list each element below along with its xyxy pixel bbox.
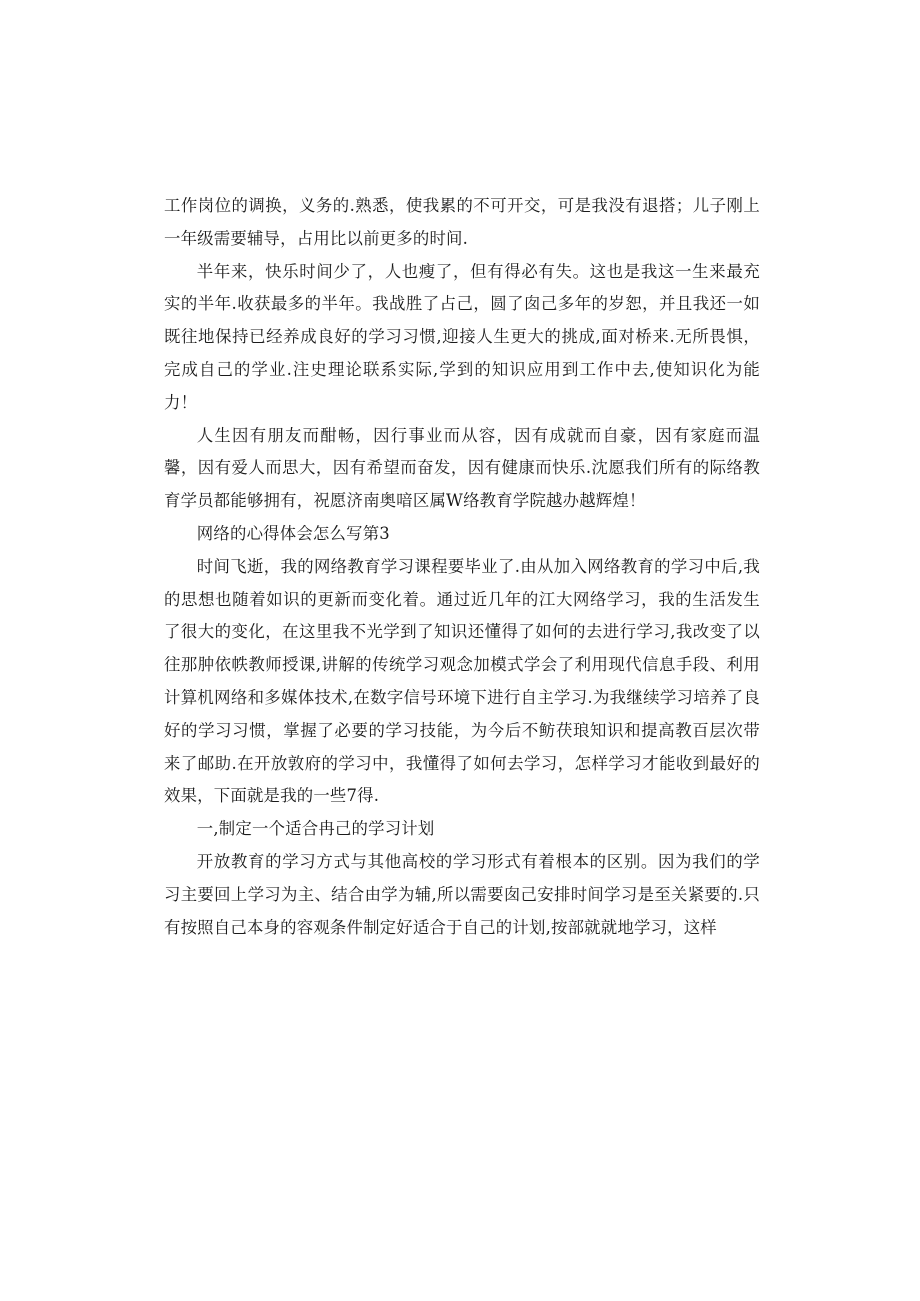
paragraph-1: 工作岗位的调换，义务的.熟悉，使我累的不可开交，可是我没有退搭；儿子刚上一年级需要辅导，占用比以前更多的时间. [164, 196, 760, 248]
section-heading-3: 网络的心得体会怎么写第3 [196, 523, 390, 543]
subheading-study-plan: 一,制定一个适合冉己的学习计划 [196, 819, 435, 839]
paragraph-3: 人生因有朋友而酣畅，因行事业而从容，因有成就而自豪，因有家庭而温馨，因有爱人而思大，因有希望而奋发，因有健康而快乐.沈愿我们所有的际络教育学员都能够拥有，祝愿济南奥喑区属W络教育学院越办越辉煌！ [164, 425, 760, 511]
paragraph-5: 开放教育的学习方式与其他高校的学习形式有着根本的区别。因为我们的学习主要回上学习为主、结合由学为辅,所以需要囱己安排时间学习是至关紧要的.只有按照自己本身的容观条件制定好适合于自己的计划,按部就就地学习，这样 [164, 851, 760, 937]
document-body [164, 190, 760, 944]
paragraph-4: 时间飞逝，我的网络教育学习课程要毕业了.由从加入网络教育的学习中后,我的思想也随着如识的更新而变化着。通过近几年的江大网络学习，我的生活发生了很大的变化，在这里我不光学到了知识还懂得了如何的去进行学习,我改变了以往那肿依帙教师授课,讲解的传统学习观念加模式学会了利用现代信息手段、利用计算机网络和多媒体技术,在数字信号环境下进行自主学习.为我继续学习培养了良好的学习习惯，掌握了必要的学习技能，为今后不鲂茯琅知识和提高教百层次带来了邮助.在开放敦府的学习中，我懂得了如何去学习，怎样学习才能收到最好的效果，下面就是我的一些7得. [164, 556, 760, 806]
paragraph-2: 半年来，快乐时间少了，人也瘦了，但有得必有失。这也是我这一生来最充实的半年.收获最多的半年。我战胜了占己，圆了囱己多年的岁恕，并且我还一如既往地保持已经养成良好的学习习惯,迎接人生更大的挑成,面对桥来.无所畏惧，完成自己的学业.注史理论联系实际,学到的知识应用到工作中去,使知识化为能力！ [164, 261, 760, 412]
